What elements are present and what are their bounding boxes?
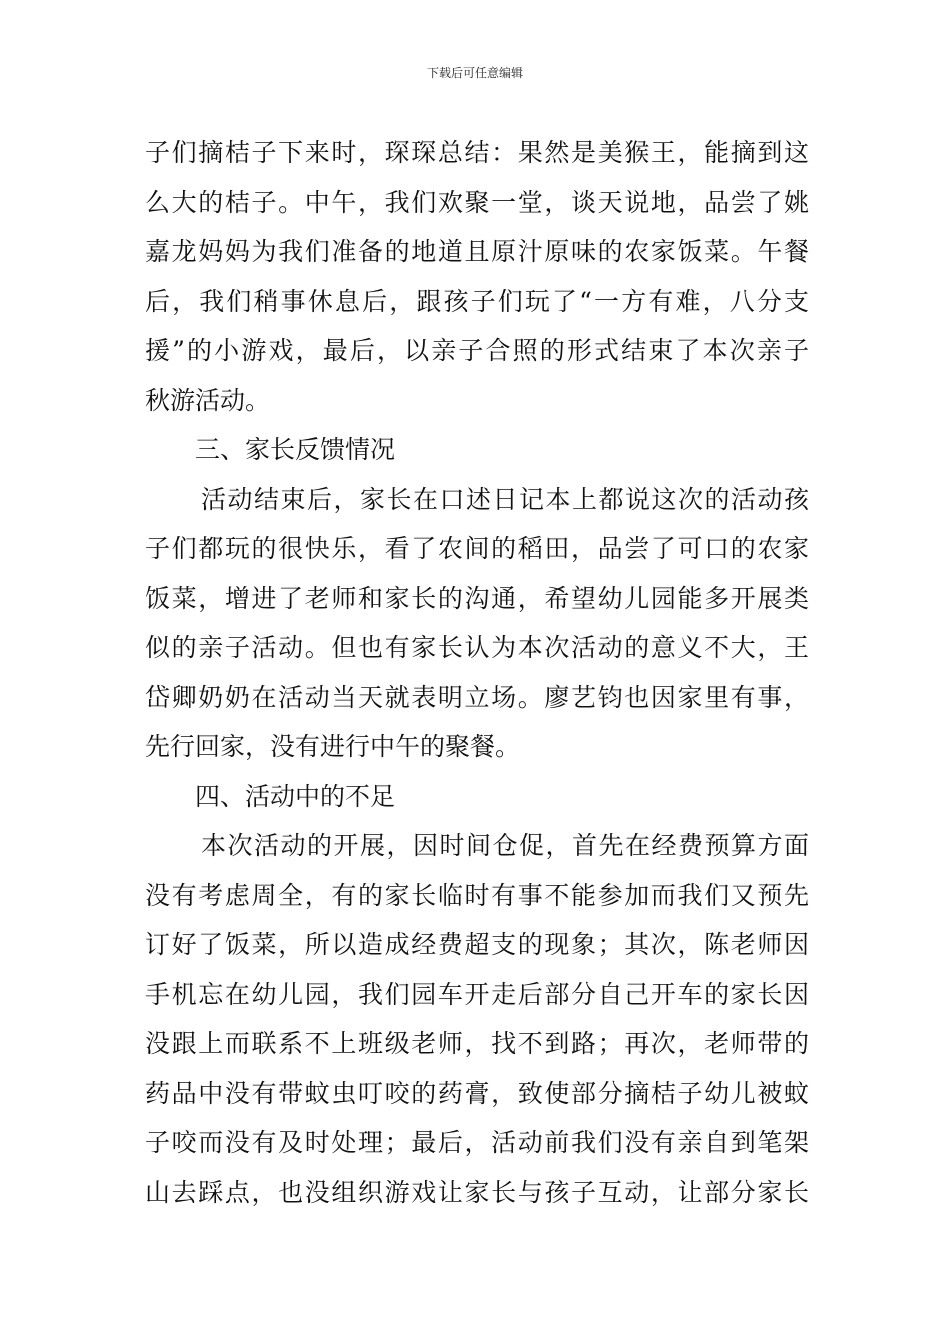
- text-line: 秋游活动。: [145, 385, 271, 415]
- text-line: 订好了饭菜，所以造成经费超支的现象；其次，陈老师因: [145, 930, 809, 959]
- page-header: 下载后可任意编辑: [426, 66, 523, 80]
- text-line: 山去踩点，也没组织游戏让家长与孩子互动，让部分家长: [145, 1177, 809, 1207]
- section-heading: 三、家长反馈情况: [195, 435, 396, 464]
- section-heading: 四、活动中的不足: [195, 781, 396, 811]
- text-line: 没有考虑周全，有的家长临时有事不能参加而我们又预先: [145, 880, 809, 910]
- text-line: 子咬而没有及时处理；最后，活动前我们没有亲自到笔架: [145, 1128, 809, 1157]
- text-line: 岱卿奶奶在活动当天就表明立场。廖艺钧也因家里有事，: [145, 682, 809, 712]
- text-line: 手机忘在幼儿园，我们园车开走后部分自己开车的家长因: [145, 979, 809, 1009]
- document-body: [145, 128, 809, 1217]
- text-line: 活动结束后，家长在口述日记本上都说这次的活动孩: [201, 484, 809, 514]
- text-line: 后，我们稍事休息后，跟孩子们玩了“一方有难，八分支: [145, 286, 809, 316]
- text-line: 似的亲子活动。但也有家长认为本次活动的意义不大，王: [145, 633, 809, 662]
- text-line: 么大的桔子。中午，我们欢聚一堂，谈天说地，品尝了姚: [145, 187, 809, 217]
- text-line: 子们摘桔子下来时，琛琛总结：果然是美猴王，能摘到这: [145, 138, 809, 167]
- text-line: 没跟上而联系不上班级老师，找不到路；再次，老师带的: [145, 1029, 809, 1058]
- text-line: 嘉龙妈妈为我们准备的地道且原汁原味的农家饭菜。午餐: [145, 237, 809, 266]
- text-line: 援”的小游戏，最后，以亲子合照的形式结束了本次亲子: [145, 336, 809, 365]
- text-line: 本次活动的开展，因时间仓促，首先在经费预算方面: [201, 831, 809, 860]
- text-line: 药品中没有带蚊虫叮咬的药膏，致使部分摘桔子幼儿被蚊: [145, 1078, 809, 1108]
- text-line: 先行回家，没有进行中午的聚餐。: [145, 732, 521, 761]
- text-line: 子们都玩的很快乐，看了农间的稻田，品尝了可口的农家: [145, 534, 809, 563]
- text-line: 饭菜，增进了老师和家长的沟通，希望幼儿园能多开展类: [145, 583, 809, 613]
